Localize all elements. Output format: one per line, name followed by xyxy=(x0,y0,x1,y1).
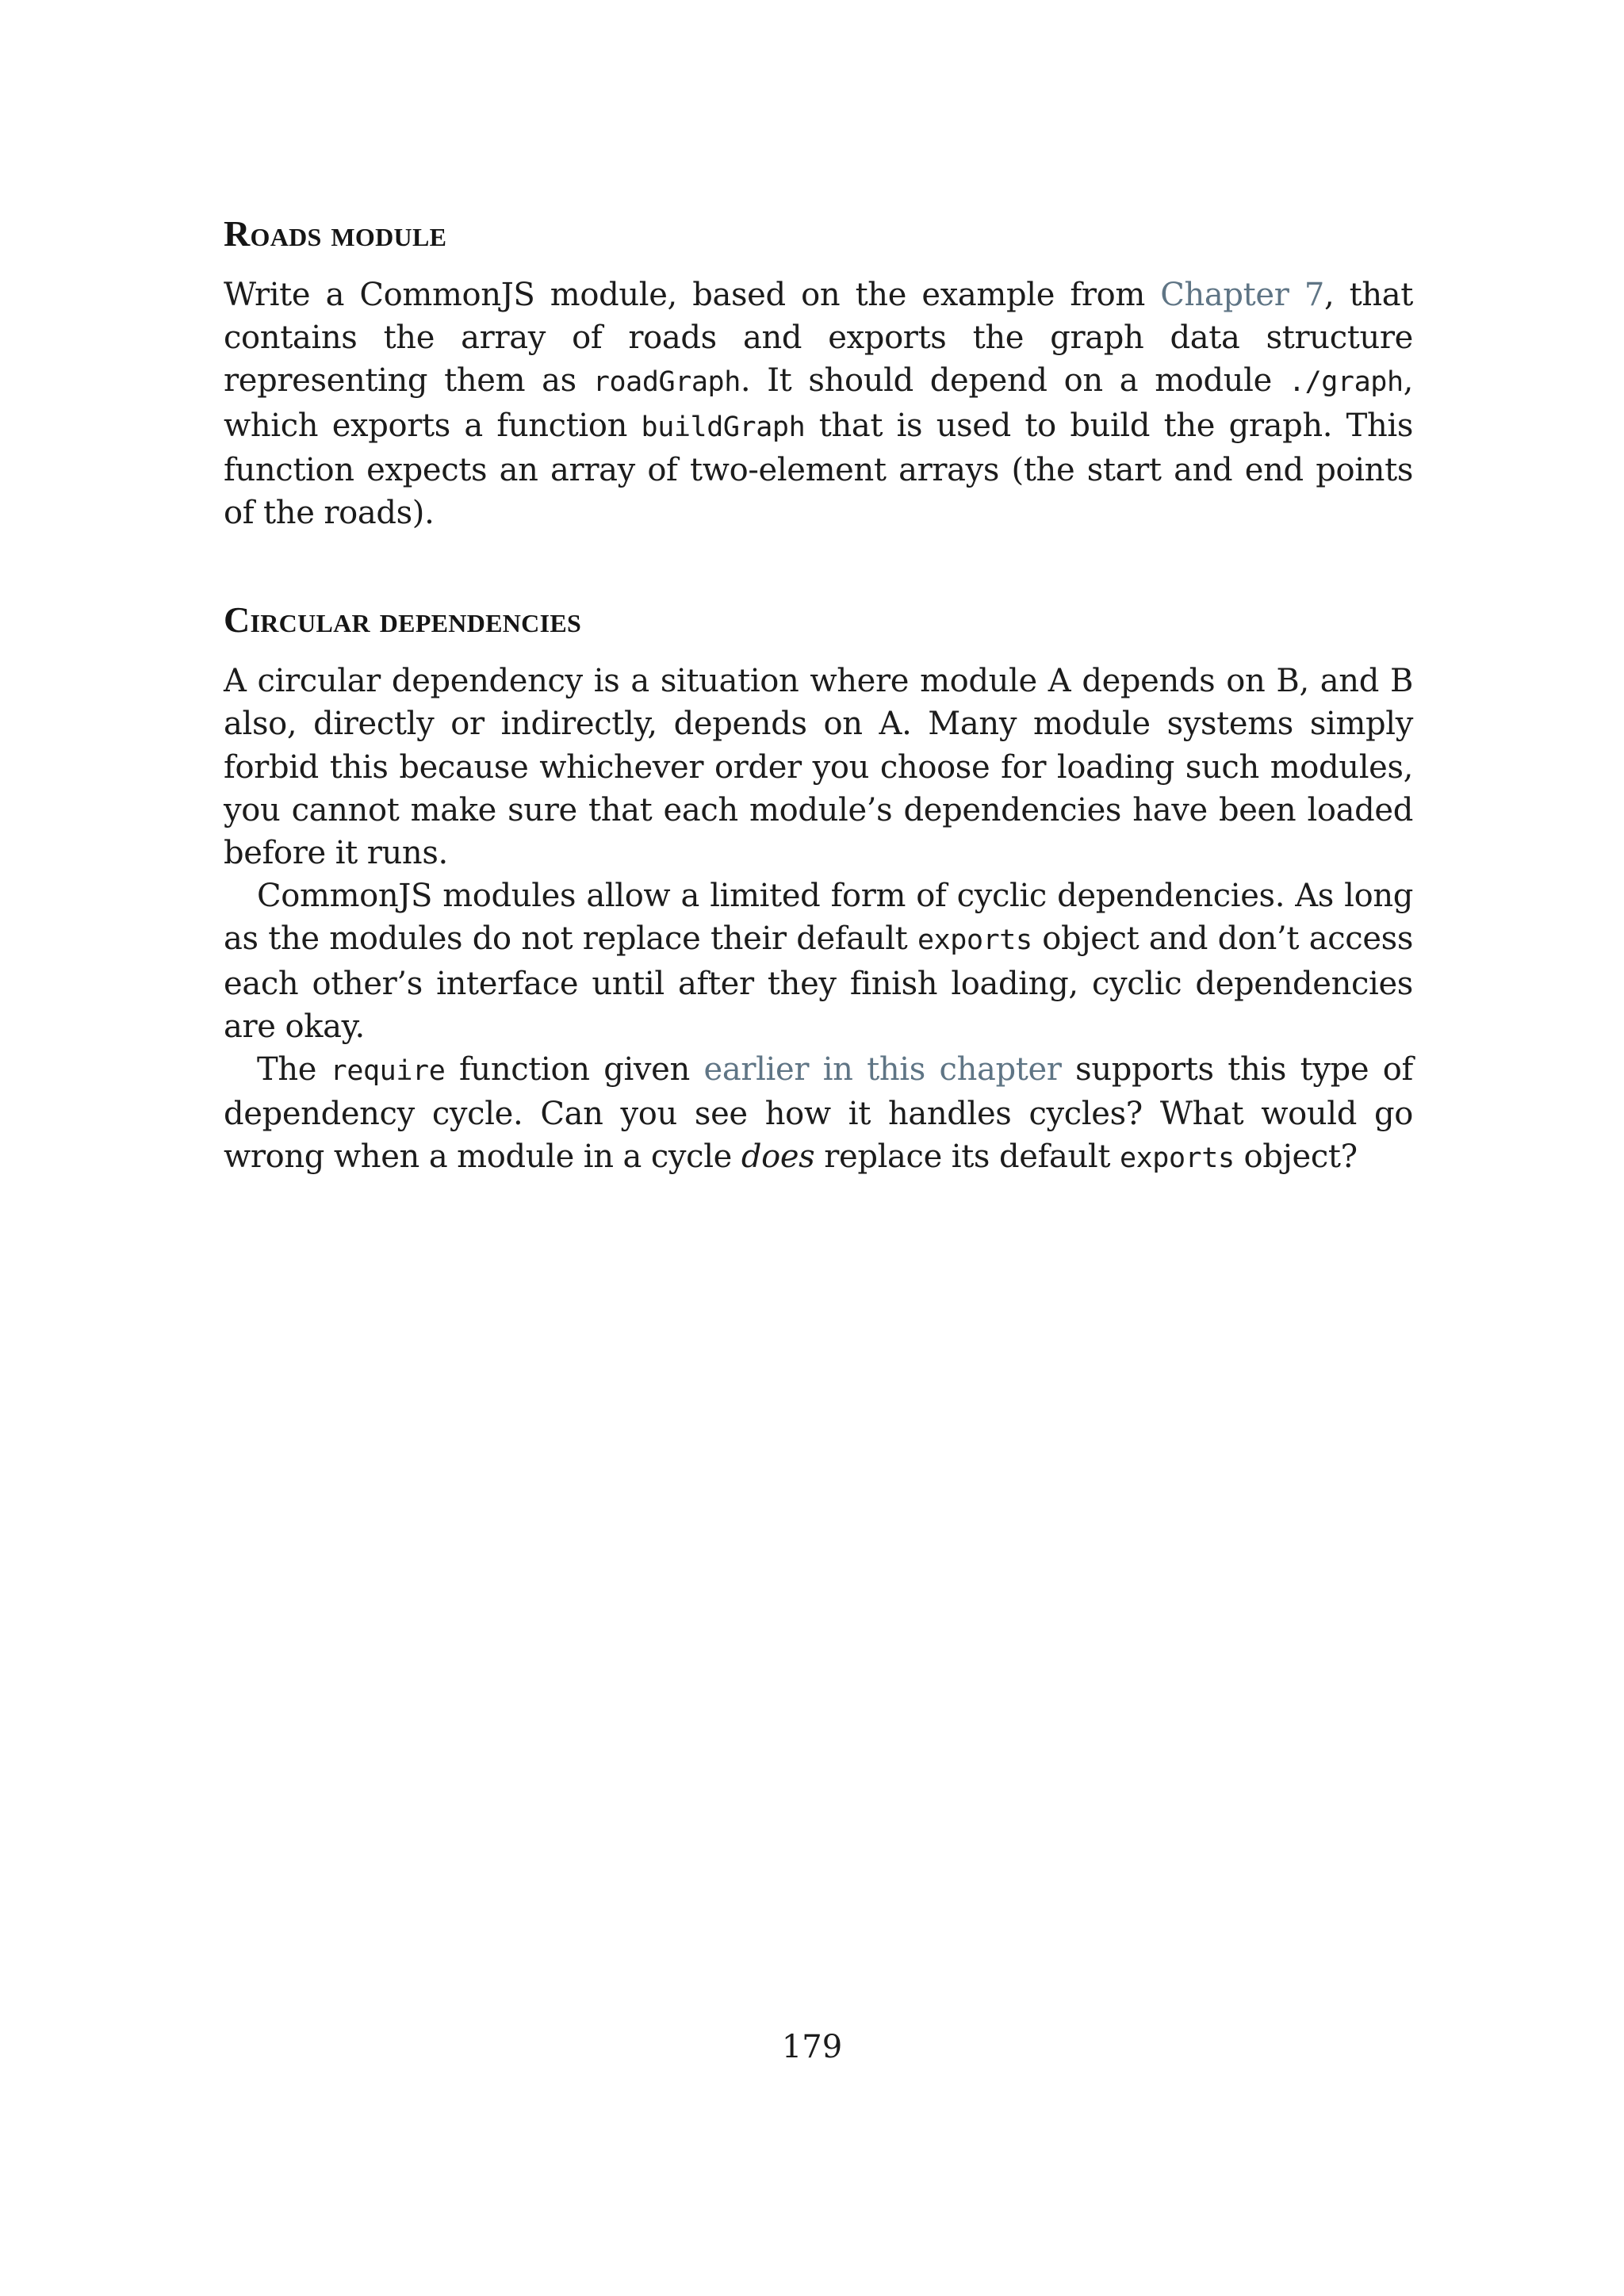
code-require: require xyxy=(330,1055,446,1088)
code-buildgraph: buildGraph xyxy=(641,411,806,443)
text-run: , which exports a function xyxy=(224,362,1413,444)
text-run: that is used to build the graph. This function expects an array of two-element arrays (the start and end points of the roads). xyxy=(224,407,1413,532)
link-chapter-7[interactable]: Chapter 7 xyxy=(1160,277,1324,313)
paragraph-circular-2 xyxy=(224,874,1413,1048)
code-roadgraph: roadGraph xyxy=(592,366,741,399)
section-circular-dependencies xyxy=(224,596,1413,1180)
page-number: 179 xyxy=(781,2029,843,2065)
text-run: . It should depend on a module xyxy=(740,362,1289,400)
text-run: object? xyxy=(1234,1138,1358,1176)
text-run: replace its default xyxy=(814,1138,1120,1176)
text-run: CommonJS modules allow a limited form of cyclic dependencies. As long as the modules do not replace their default xyxy=(224,878,1413,958)
text-run: function given xyxy=(445,1051,704,1089)
section-heading-circular-dependencies: Circular dependencies xyxy=(224,599,582,641)
text-run: supports this type of dependency cycle. Can you see how it handles cycles? What would go wrong when a module in a cycle xyxy=(224,1051,1413,1176)
paragraph-roads-module xyxy=(224,274,1413,534)
link-earlier-in-this-chapter[interactable]: earlier in this chapter xyxy=(703,1051,1062,1089)
emphasis-does: does xyxy=(741,1138,815,1176)
page-content xyxy=(224,210,1413,1242)
code-graph-module: ./graph xyxy=(1288,366,1404,399)
section-roads-module xyxy=(224,210,1413,534)
section-heading-roads-module: Roads module xyxy=(224,213,447,254)
code-exports: exports xyxy=(917,924,1032,957)
code-exports: exports xyxy=(1119,1142,1235,1175)
paragraph-circular-1: A circular dependency is a situation where module A depends on B, and B also, directly or indirectly, depends on A. Many module systems simply forbid this because whichever order you choose for loading such modules, you cannot make sure that each module’s dependencies have been loaded before it runs. xyxy=(224,663,1413,872)
text-run: Write a CommonJS module, based on the example from xyxy=(224,277,1161,313)
paragraph-circular-3 xyxy=(224,1048,1413,1181)
text-run: , that contains the array of roads and exports the graph data structure representing them as xyxy=(224,277,1414,400)
text-run: The xyxy=(257,1051,331,1089)
text-run: object and don’t access each other’s interface until after they finish loading, cyclic dependencies are okay. xyxy=(224,920,1413,1045)
